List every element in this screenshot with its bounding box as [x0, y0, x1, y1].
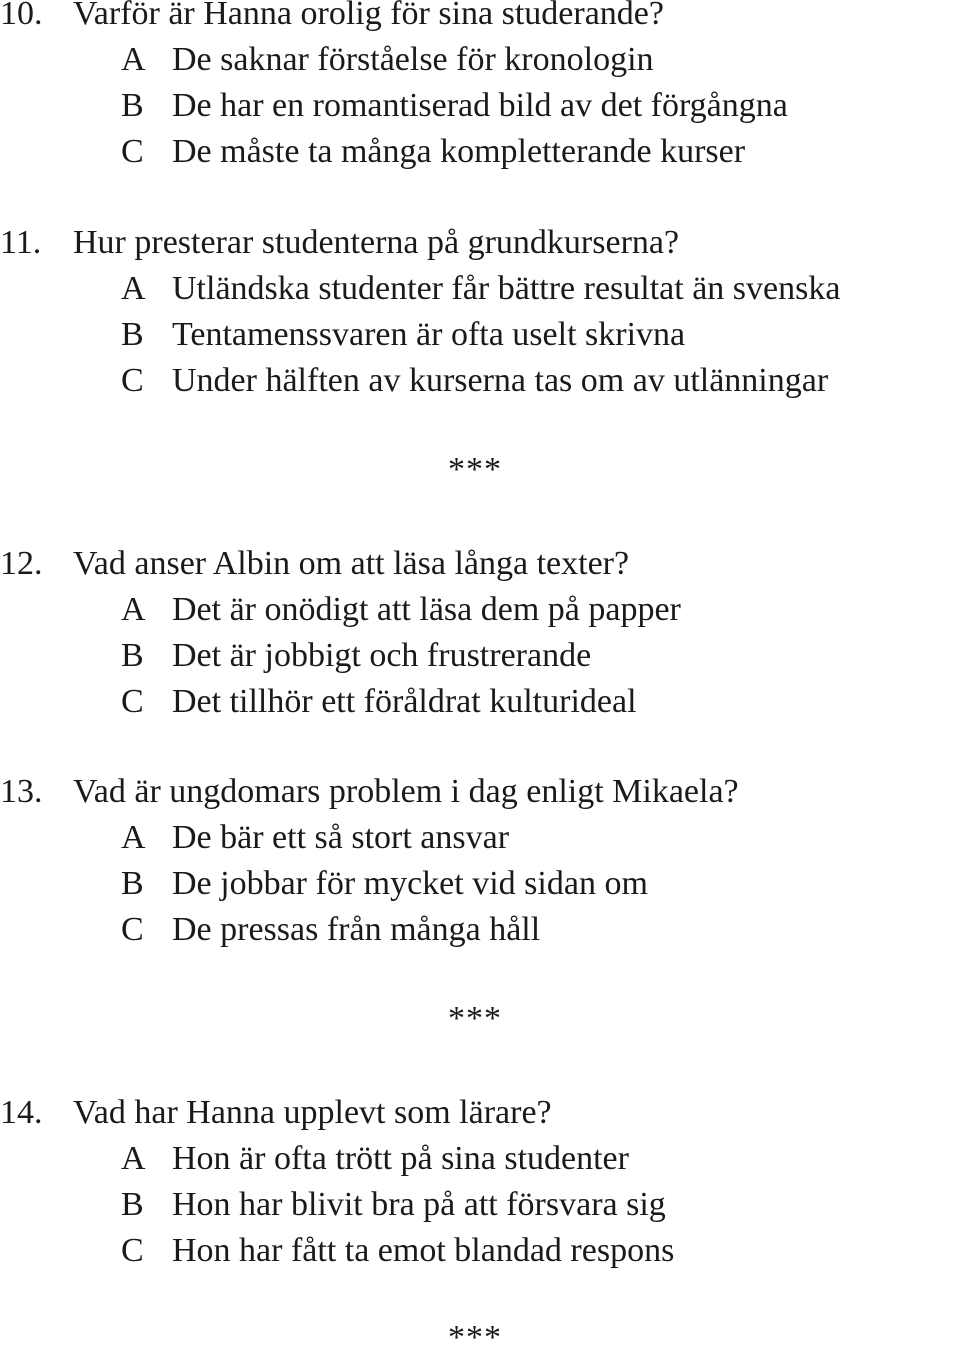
question-text: Vad är ungdomars problem i dag enligt Mikaela? [73, 773, 739, 810]
option-text: Det är jobbigt och frustrerande [172, 637, 592, 674]
option-text: Det är onödigt att läsa dem på papper [172, 591, 681, 628]
section-separator: *** [448, 1000, 502, 1037]
option-letter: C [121, 362, 144, 399]
option-letter: B [121, 865, 144, 902]
option-letter: A [121, 270, 146, 307]
option-letter: A [121, 41, 146, 78]
option-text: Tentamenssvaren är ofta uselt skrivna [172, 316, 686, 353]
option-letter: C [121, 911, 144, 948]
option-letter: C [121, 683, 144, 720]
option-letter: A [121, 819, 146, 856]
question-number: 10. [0, 0, 43, 32]
option-letter: B [121, 87, 144, 124]
section-separator: *** [448, 1319, 502, 1356]
question-text: Hur presterar studenterna på grundkurserna? [73, 224, 680, 261]
option-text: Under hälften av kurserna tas om av utlänningar [172, 362, 829, 399]
question-number: 12. [0, 545, 43, 582]
option-text: Hon har fått ta emot blandad respons [172, 1232, 675, 1269]
option-letter: A [121, 1140, 146, 1177]
option-letter: A [121, 591, 146, 628]
option-letter: B [121, 1186, 144, 1223]
option-letter: C [121, 1232, 144, 1269]
option-text: Hon har blivit bra på att försvara sig [172, 1186, 666, 1223]
option-text: De pressas från många håll [172, 911, 541, 948]
question-text: Vad anser Albin om att läsa långa texter? [73, 545, 630, 582]
question-text: Vad har Hanna upplevt som lärare? [73, 1094, 552, 1131]
option-text: De bär ett så stort ansvar [172, 819, 510, 856]
option-text: Det tillhör ett föråldrat kulturideal [172, 683, 637, 720]
option-text: De har en romantiserad bild av det förgångna [172, 87, 788, 124]
question-text: Varför är Hanna orolig för sina studerande? [73, 0, 664, 32]
question-number: 13. [0, 773, 43, 810]
option-letter: B [121, 316, 144, 353]
question-number: 14. [0, 1094, 43, 1131]
option-text: De måste ta många kompletterande kurser [172, 133, 746, 170]
option-letter: B [121, 637, 144, 674]
section-separator: *** [448, 451, 502, 488]
option-text: Utländska studenter får bättre resultat än svenska [172, 270, 841, 307]
question-number: 11. [0, 224, 42, 261]
option-text: Hon är ofta trött på sina studenter [172, 1140, 629, 1177]
option-text: De jobbar för mycket vid sidan om [172, 865, 648, 902]
option-letter: C [121, 133, 144, 170]
option-text: De saknar förståelse för kronologin [172, 41, 654, 78]
